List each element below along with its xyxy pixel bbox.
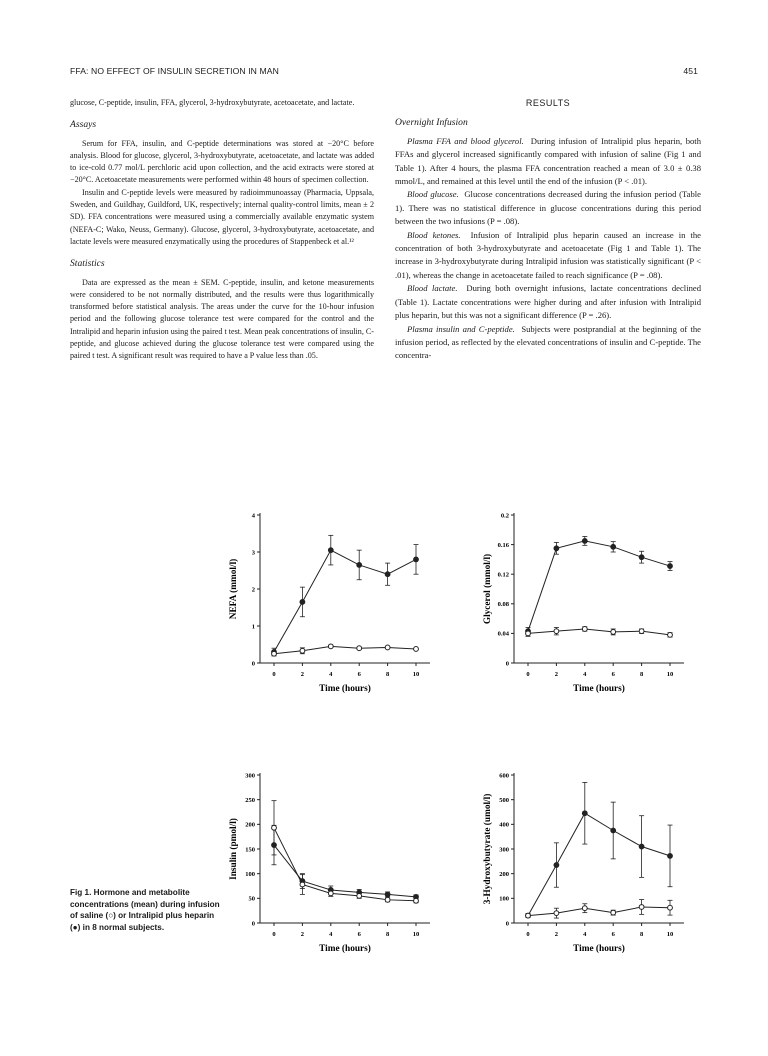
x-axis-title: Time (hours) <box>319 944 371 954</box>
y-tick-label: 250 <box>245 796 255 804</box>
x-tick-label: 4 <box>329 671 333 678</box>
point-saline <box>300 882 305 887</box>
point-saline <box>668 905 673 910</box>
series-line-saline <box>528 629 670 635</box>
x-tick-label: 6 <box>611 931 615 938</box>
y-tick-label: 600 <box>499 772 509 780</box>
point-saline <box>526 913 531 918</box>
lactate-runin: Blood lactate. <box>407 283 458 294</box>
y-tick-label: 0.04 <box>497 630 509 638</box>
x-tick-label: 2 <box>300 931 305 938</box>
running-head <box>70 66 698 80</box>
y-axis-title: NEFA (mmol/l) <box>229 558 239 620</box>
x-tick-label: 10 <box>666 671 674 678</box>
x-axis-title: Time (hours) <box>319 684 371 694</box>
point-saline <box>554 629 559 634</box>
nefa-chart <box>224 505 449 705</box>
y-tick-label: 100 <box>245 870 255 878</box>
insulin-chart <box>224 765 449 965</box>
glycerol-chart <box>478 505 703 705</box>
point-intralipid <box>639 844 644 849</box>
y-tick-label: 2 <box>251 586 255 594</box>
point-saline <box>554 911 559 916</box>
insulin-cpeptide-paragraph <box>395 323 701 363</box>
x-tick-label: 0 <box>272 931 276 938</box>
x-tick-label: 10 <box>412 671 420 678</box>
assays-paragraph-1: Serum for FFA, insulin, and C-peptide determinations was stored at −20°C before analysis. Blood for glucose, glycerol, 3-hydroxybutyrate, acetoacetate, and lactate was added to ice-cold 0.77 mol/L perchloric acid upon collection, and the acid extracts were stored at −20°C. Acetoacetate measurements were performed within 48 hours of specimen collection. <box>70 138 374 185</box>
intro-paragraph: glucose, C-peptide, insulin, FFA, glycerol, 3-hydroxybutyrate, acetoacetate, and lactate. <box>70 98 355 107</box>
left-column <box>70 97 374 363</box>
y-tick-label: 0 <box>505 660 509 668</box>
point-saline <box>300 648 305 653</box>
y-tick-label: 0 <box>251 660 255 668</box>
y-tick-label: 300 <box>499 846 509 854</box>
x-tick-label: 6 <box>357 931 361 938</box>
overnight-infusion-heading: Overnight Infusion <box>395 117 468 129</box>
ffa-glycerol-text: During infusion of Intralipid plus heparin, both FFAs and glycerol increased significantly compared with infusion of saline (Fig 1 and Table 1). After 4 hours, the plasma FFA concentration reached a mean of 3.0 ± 0.38 mmol/L, and remained at this level until the end of the infusion (P < .01). <box>395 135 701 187</box>
point-saline <box>328 644 333 649</box>
point-intralipid <box>300 600 305 605</box>
y-tick-label: 300 <box>245 772 255 780</box>
y-tick-label: 0.08 <box>497 601 509 609</box>
x-tick-label: 2 <box>554 671 559 678</box>
x-tick-label: 8 <box>385 931 390 938</box>
running-title: FFA: NO EFFECT OF INSULIN SECRETION IN MAN <box>70 66 279 76</box>
y-tick-label: 0.2 <box>500 512 509 520</box>
point-intralipid <box>554 546 559 551</box>
y-axis-title: Glycerol (mmol/l) <box>483 553 493 625</box>
y-tick-label: 500 <box>499 796 509 804</box>
hydroxybutyrate-chart <box>478 765 703 965</box>
point-saline <box>582 906 587 911</box>
series-line-intralipid <box>528 813 670 915</box>
statistics-paragraph: Data are expressed as the mean ± SEM. C-peptide, insulin, and ketone measurements were considered to be not normally distributed, and the results were thus logarithmically transformed before statistical analysis. The areas under the curve for the 10-hour infusion period and the following glucose tolerance test were compared for the control and the Intralipid and heparin infusion using the paired t test. Mean peak concentrations of insulin, C-peptide, and glucose achieved during the glucose tolerance test were compared using the paired t test. A significant result was required to have a P value less than .05. <box>70 277 374 361</box>
x-tick-label: 0 <box>272 671 276 678</box>
point-saline <box>414 647 419 652</box>
x-axis-title: Time (hours) <box>573 684 625 694</box>
point-intralipid <box>414 557 419 562</box>
point-intralipid <box>668 854 673 859</box>
results-heading: RESULTS <box>525 98 571 108</box>
point-saline <box>668 632 673 637</box>
chart-svg <box>478 505 703 705</box>
x-tick-label: 6 <box>611 671 615 678</box>
point-saline <box>526 631 531 636</box>
x-tick-label: 0 <box>526 671 530 678</box>
point-intralipid <box>639 555 644 560</box>
lactate-text: During both overnight infusions, lactate concentrations declined (Table 1). Lactate concentrations were higher during and after infusion with Intralipid plus heparin, but this was not a significant difference (P = .26). <box>395 283 701 321</box>
point-intralipid <box>357 563 362 568</box>
point-intralipid <box>385 892 390 897</box>
series-line-saline <box>274 828 416 901</box>
y-tick-label: 100 <box>499 895 509 903</box>
assays-heading: Assays <box>70 119 97 131</box>
point-saline <box>582 627 587 632</box>
y-tick-label: 0.16 <box>497 541 509 549</box>
y-tick-label: 50 <box>248 895 255 903</box>
glucose-runin: Blood glucose. <box>407 189 459 200</box>
y-tick-label: 0 <box>251 920 255 928</box>
y-axis-title: 3-Hydroxybutyrate (umol/l) <box>483 793 493 905</box>
ffa-glycerol-runin: Plasma FFA and blood glycerol. <box>407 135 524 146</box>
glucose-text: Glucose concentrations decreased during the infusion period (Table 1). There was no statistical difference in glucose concentrations during this period between the two infusions (P = .08). <box>395 189 701 227</box>
series-line-saline <box>528 907 670 916</box>
y-tick-label: 200 <box>499 870 509 878</box>
point-saline <box>611 630 616 635</box>
series-line-saline <box>274 646 416 653</box>
assays-paragraph-2: Insulin and C-peptide levels were measured by radioimmunoassay (Pharmacia, Uppsala, Sweden, and Guildhay, Guildford, UK, respectively; internal quality-control limits, mean ± 2 SD). FFA concentrations were measured using a commercially available enzymatic system (NEFA-C; Wako, Neuss, Germany). Glucose, glycerol, 3-hydroxybutyrate, acetoacetate, and lactate levels were measured enzymatically using the procedures of Stappenbeck et al.¹² <box>70 187 374 246</box>
point-saline <box>639 629 644 634</box>
x-tick-label: 10 <box>412 931 420 938</box>
point-saline <box>385 645 390 650</box>
point-intralipid <box>328 548 333 553</box>
y-tick-label: 4 <box>251 512 255 520</box>
point-intralipid <box>668 564 673 569</box>
glucose-paragraph <box>395 188 701 228</box>
x-tick-label: 2 <box>300 671 305 678</box>
x-tick-label: 8 <box>385 671 390 678</box>
x-tick-label: 4 <box>583 671 587 678</box>
page-number: 451 <box>683 66 698 76</box>
y-axis-title: Insulin (pmol/l) <box>229 818 239 880</box>
y-tick-label: 400 <box>499 821 509 829</box>
point-intralipid <box>385 572 390 577</box>
x-axis-title: Time (hours) <box>573 944 625 954</box>
x-tick-label: 4 <box>583 931 587 938</box>
x-tick-label: 4 <box>329 931 333 938</box>
point-saline <box>328 891 333 896</box>
point-saline <box>639 905 644 910</box>
y-tick-label: 3 <box>251 549 255 557</box>
lactate-paragraph <box>395 282 701 322</box>
y-tick-label: 1 <box>251 623 255 631</box>
statistics-heading: Statistics <box>70 258 105 270</box>
point-saline <box>272 825 277 830</box>
point-saline <box>357 646 362 651</box>
x-tick-label: 6 <box>357 671 361 678</box>
y-tick-label: 0.12 <box>497 571 509 579</box>
insulin-cpeptide-runin: Plasma insulin and C-peptide. <box>407 323 515 334</box>
ketones-text: Infusion of Intralipid plus heparin caused an increase in the concentration of both 3-hydroxybutyrate and acetoacetate (Fig 1 and Table 1). The increase in 3-hydroxybutyrate during Intralipid infusion was statistically significant (P < .01), whereas the change in acetoacetate failed to reach significance (P = .08). <box>395 229 701 280</box>
figure-caption: Fig 1. Hormone and metabolite concentrations (mean) during infusion of saline (○) or Intralipid plus heparin (●) in 8 normal subjects. <box>70 888 220 932</box>
point-saline <box>385 897 390 902</box>
right-column <box>395 97 701 363</box>
y-tick-label: 150 <box>245 846 255 854</box>
point-saline <box>611 910 616 915</box>
series-line-intralipid <box>274 550 416 652</box>
point-intralipid <box>582 811 587 816</box>
point-intralipid <box>582 539 587 544</box>
point-saline <box>272 651 277 656</box>
x-tick-label: 0 <box>526 931 530 938</box>
point-intralipid <box>611 544 616 549</box>
x-tick-label: 8 <box>639 931 644 938</box>
point-saline <box>357 893 362 898</box>
chart-svg <box>224 765 449 965</box>
y-tick-label: 0 <box>505 920 509 928</box>
x-tick-label: 10 <box>666 931 674 938</box>
y-tick-label: 200 <box>245 821 255 829</box>
ketones-runin: Blood ketones. <box>407 229 461 240</box>
chart-svg <box>224 505 449 705</box>
ketones-paragraph <box>395 229 701 283</box>
point-intralipid <box>554 863 559 868</box>
ffa-glycerol-paragraph <box>395 135 701 189</box>
x-tick-label: 2 <box>554 931 559 938</box>
series-line-intralipid <box>528 541 670 631</box>
point-saline <box>414 898 419 903</box>
insulin-cpeptide-text: Subjects were postprandial at the beginning of the infusion period, as reflected by the elevated concentrations of insulin and C-peptide. The concentra- <box>395 323 702 361</box>
x-tick-label: 8 <box>639 671 644 678</box>
point-intralipid <box>611 828 616 833</box>
chart-svg <box>478 765 703 965</box>
